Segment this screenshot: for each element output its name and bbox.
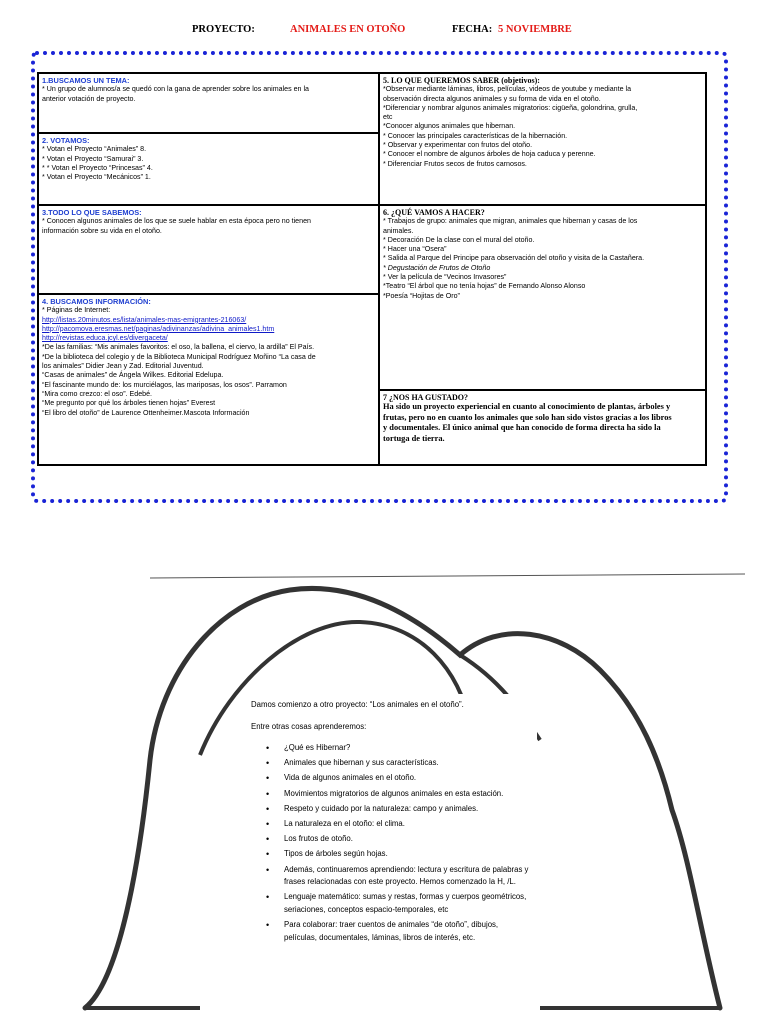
section-7-line: Ha sido un proyecto experiencial en cuanto al conocimiento de plantas, árboles y: [383, 402, 671, 412]
section-5-line: *Diferenciar y nombrar algunos animales migratorios: cigüeña, golondrina, grulla,: [383, 103, 638, 112]
section-5-line: * Observar y experimentar con frutos del otoño.: [383, 141, 533, 150]
section-7-line: frutas, pero no en cuanto los animales que solo han sido vistos gracias a los libros: [383, 412, 672, 422]
section-6-line: * Ver la película de “Vecinos Invasores”: [383, 273, 507, 282]
section-5-line: * Diferenciar Frutos secos de frutos carnosos.: [383, 159, 527, 168]
section-5-line: *Observar mediante láminas, libros, películas, videos de youtube y mediante la: [383, 85, 632, 94]
section-5-title: 5. LO QUE QUEREMOS SABER (objetivos):: [383, 76, 540, 85]
document-header: [0, 24, 768, 40]
section-7-line: y documentales. El único animal que han conocido de forma directa ha sido la: [383, 423, 661, 433]
learning-item: • Además, continuaremos aprendiendo: lectura y escritura de palabras y frases relacionadas con este proyecto. Hemos comenzado la H, /L.: [251, 864, 533, 889]
section-5-line: * Conocer el nombre de algunos árboles de hoja caduca y perenne.: [383, 150, 596, 159]
section-7-title: 7 ¿NOS HA GUSTADO?: [383, 393, 468, 402]
learning-item: • Vida de algunos animales en el otoño.: [251, 772, 533, 785]
section-1-cell: [37, 72, 380, 134]
learning-list: [251, 742, 533, 944]
learning-item: • Lenguaje matemático: sumas y restas, formas y cuerpos geométricos, seriaciones, conceptos espacio-temporales, etc: [251, 891, 533, 916]
section-2-title: 2. VOTAMOS:: [42, 136, 90, 145]
section-3-line: información sobre su vida en el otoño.: [42, 226, 162, 235]
section-6-line: * Salida al Parque del Principe para observación del otoño y visita de la Castañera.: [383, 254, 645, 263]
learning-item: • Animales que hibernan y sus características.: [251, 757, 533, 770]
section-4-line: “Me pregunto por qué los árboles tienen hojas” Everest: [42, 399, 216, 408]
section-7-cell: [378, 389, 707, 466]
section-6-title: 6. ¿QUÉ VAMOS A HACER?: [383, 208, 485, 217]
learning-item: • Tipos de árboles según hojas.: [251, 848, 533, 861]
internet-link[interactable]: http://revistas.educa.jcyl.es/divergaceta/: [42, 334, 168, 343]
internet-link[interactable]: http://listas.20minutos.es/lista/animales-mas-emigrantes-216063/: [42, 315, 247, 324]
section-2-line: * Votan el Proyecto “Animales” 8.: [42, 145, 147, 154]
section-6-line: * Decoración De la clase con el mural del otoño.: [383, 235, 535, 244]
learning-item: • ¿Qué es Hibernar?: [251, 742, 533, 755]
section-4-line: “El libro del otoño” de Laurence Ottenheimer.Mascota Información: [42, 408, 250, 417]
project-label: PROYECTO:: [192, 24, 255, 35]
learning-item: • Los frutos de otoño.: [251, 833, 533, 846]
learning-item: • Movimientos migratorios de algunos animales en esta estación.: [251, 788, 533, 801]
section-6-line: * Trabajos de grupo: animales que migran, animales que hibernan y casas de los: [383, 217, 638, 226]
section-1-title: 1.BUSCAMOS UN TEMA:: [42, 76, 130, 85]
section-4-title: 4. BUSCAMOS INFORMACIÓN:: [42, 297, 151, 306]
learning-item: • Para colaborar: traer cuentos de animales “de otoño”, dibujos, películas, documentales, láminas, libros de interés, etc.: [251, 919, 533, 944]
section-5-line: * Conocer las principales características de la hibernación.: [383, 131, 568, 140]
section-5-cell: [378, 72, 707, 206]
section-2-line: * * Votan el Proyecto “Princesas” 4.: [42, 163, 153, 172]
internet-link[interactable]: http://pacomova.eresmas.net/paginas/adivinanzas/adivina_animales1.htm: [42, 324, 275, 333]
section-7-line: tortuga de tierra.: [383, 434, 445, 444]
section-4-line: “Casas de animales” de Ángela Wilkes. Editorial Edelupa.: [42, 371, 224, 380]
section-6-line: *Teatro “El árbol que no tenía hojas” de Fernando Alonso Alonso: [383, 282, 586, 291]
section-2-line: * Votan el Proyecto “Mecánicos” 1.: [42, 173, 151, 182]
section-4-line: *De la biblioteca del colegio y de la Biblioteca Municipal Rodríguez Moñino “La casa de: [42, 352, 316, 361]
section-1-line: * Un grupo de alumnos/a se quedó con la gana de aprender sobre los animales en la: [42, 85, 309, 94]
section-3-cell: [37, 204, 380, 295]
section-3-title: 3.TODO LO QUE SABEMOS:: [42, 208, 142, 217]
section-5-line: observación directa algunos animales y su forma de vida en el otoño.: [383, 94, 601, 103]
section-4-line: *De las familias: “Mis animales favoritos: el oso, la ballena, el ciervo, la ardilla” El País.: [42, 343, 315, 352]
announcement-intro: Damos comienzo a otro proyecto: “Los animales en el otoño”.: [251, 700, 464, 709]
section-3-line: * Conocen algunos animales de los que se suele hablar en esta época pero no tienen: [42, 217, 311, 226]
section-5-line: *Conocer algunos animales que hibernan.: [383, 122, 516, 131]
section-4-line: “Mira como crezco: el oso”. Edebé.: [42, 389, 152, 398]
section-4-line: los animales” Didier Jean y Zad. Editorial Juventud.: [42, 362, 204, 371]
section-6-line: * Degustación de Frutos de Otoño: [383, 263, 491, 272]
section-6-line: *Poesía “Hojitas de Oro”: [383, 291, 460, 300]
project-announcement-box: [247, 694, 537, 1016]
learning-item: • La naturaleza en el otoño: el clima.: [251, 818, 533, 831]
project-title: ANIMALES EN OTOÑO: [290, 24, 406, 35]
section-4-cell: [37, 293, 380, 466]
section-6-line: animales.: [383, 226, 414, 235]
announcement-subintro: Entre otras cosas aprenderemos:: [251, 722, 367, 731]
section-2-line: * Votan el Proyecto “Samurai” 3.: [42, 154, 144, 163]
section-5-line: etc: [383, 113, 393, 122]
date-label: FECHA:: [452, 24, 493, 35]
section-6-line: * Hacer una “Osera”: [383, 245, 447, 254]
section-2-cell: [37, 132, 380, 206]
section-4-line: “El fascinante mundo de: los murciélagos, las mariposas, los osos”. Parramon: [42, 380, 287, 389]
learning-item: • Respeto y cuidado por la naturaleza: campo y animales.: [251, 803, 533, 816]
section-6-cell: [378, 204, 707, 391]
date-value: 5 NOVIEMBRE: [498, 24, 572, 35]
section-1-line: anterior votación de proyecto.: [42, 94, 136, 103]
section-4-intro: * Páginas de Internet:: [42, 306, 111, 315]
